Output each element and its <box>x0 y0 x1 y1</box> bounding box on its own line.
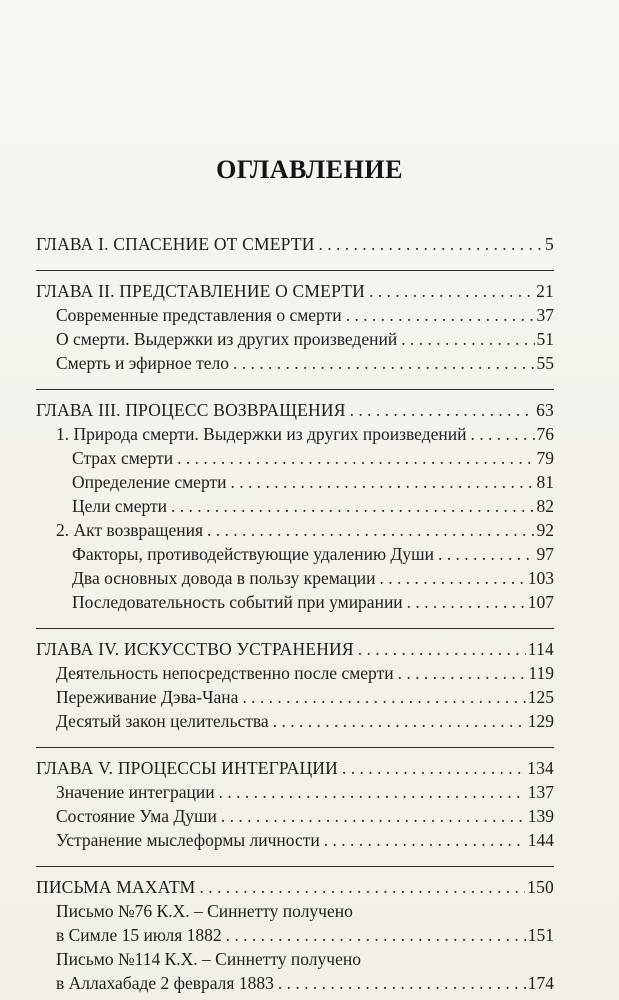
page-number: 79 <box>536 448 554 468</box>
page-number: 129 <box>527 711 554 731</box>
show-through-text <box>392 114 592 136</box>
toc-entry[interactable] <box>36 685 554 709</box>
toc-entry-label: Современные представления о смерти <box>56 305 342 325</box>
toc-entry[interactable] <box>36 780 554 804</box>
dot-leader <box>324 828 526 852</box>
toc-entry-label: 1. Природа смерти. Выдержки из других произведений <box>56 424 467 444</box>
page-number: 137 <box>527 782 554 802</box>
page-number: 134 <box>527 758 554 778</box>
page-number: 139 <box>527 806 554 826</box>
toc-entry-label: Страх смерти <box>72 448 174 468</box>
toc-entry[interactable] <box>36 446 554 470</box>
toc-entry-label: 2. Акт возвращения <box>56 520 204 540</box>
toc-chapter[interactable] <box>36 232 554 256</box>
dot-leader <box>242 685 525 709</box>
toc-chapter[interactable] <box>36 637 554 661</box>
toc-chapter-label: ПИСЬМА МАХАТМ <box>36 877 196 897</box>
toc-entry-label: Переживание Дэва-Чана <box>56 687 239 707</box>
toc-entry-label: Смерть и эфирное тело <box>56 353 230 373</box>
dot-leader <box>401 327 534 351</box>
toc-entry[interactable] <box>36 899 554 923</box>
page-number: 82 <box>536 496 554 516</box>
toc-entry-label: Состояние Ума Души <box>56 806 217 826</box>
dot-leader <box>219 780 526 804</box>
toc-entry-label: Цели смерти <box>72 496 168 516</box>
toc-chapter-label: ГЛАВА III. ПРОЦЕСС ВОЗВРАЩЕНИЯ <box>36 400 346 420</box>
toc-entry-label: в Симле 15 июля 1882 <box>56 925 222 945</box>
page-number: 150 <box>527 877 554 897</box>
page-number: 174 <box>527 973 554 993</box>
toc-entry[interactable] <box>36 947 554 971</box>
toc-entry-label: Устранение мыслеформы личности <box>56 830 320 850</box>
dot-leader <box>342 756 525 780</box>
page-number: 63 <box>536 400 554 420</box>
toc-chapter[interactable] <box>36 279 554 303</box>
table-of-contents <box>36 232 554 995</box>
toc-chapter[interactable] <box>36 398 554 422</box>
toc-entry[interactable] <box>36 709 554 733</box>
toc-entry-label: О смерти. Выдержки из других произведений <box>56 329 398 349</box>
dot-leader <box>221 804 526 828</box>
page-number: 92 <box>536 520 554 540</box>
toc-chapter-label: ГЛАВА IV. ИСКУССТВО УСТРАНЕНИЯ <box>36 639 354 659</box>
page-number: 37 <box>536 305 554 325</box>
toc-entry[interactable] <box>36 804 554 828</box>
dot-leader <box>233 351 534 375</box>
page-number: 76 <box>536 424 554 444</box>
page-number: 81 <box>536 472 554 492</box>
toc-chapter-label: ГЛАВА V. ПРОЦЕССЫ ИНТЕГРАЦИИ <box>36 758 338 778</box>
show-through-text <box>404 183 594 203</box>
toc-entry[interactable] <box>36 303 554 327</box>
toc-chapter[interactable] <box>36 756 554 780</box>
page-title: ОГЛАВЛЕНИЕ <box>216 155 403 184</box>
dot-leader <box>380 566 526 590</box>
page-number: 51 <box>536 329 554 349</box>
page-number: 151 <box>527 925 554 945</box>
toc-entry-label: Последовательность событий при умирании <box>72 592 403 612</box>
toc-entry-label: Факторы, противодействующие удалению Души <box>72 544 434 564</box>
page-number: 55 <box>536 353 554 373</box>
dot-leader <box>369 279 534 303</box>
dot-leader <box>230 470 534 494</box>
toc-entry[interactable] <box>36 518 554 542</box>
dot-leader <box>199 875 525 899</box>
page-number: 5 <box>545 234 554 254</box>
page-number: 125 <box>527 687 554 707</box>
toc-chapter-label: ГЛАВА II. ПРЕДСТАВЛЕНИЕ О СМЕРТИ <box>36 281 365 301</box>
toc-chapter-label: ГЛАВА I. СПАСЕНИЕ ОТ СМЕРТИ <box>36 234 315 254</box>
toc-entry-label: Значение интеграции <box>56 782 215 802</box>
toc-entry[interactable] <box>36 971 554 995</box>
dot-leader <box>358 637 526 661</box>
dot-leader <box>273 709 526 733</box>
page-number: 144 <box>527 830 554 850</box>
toc-chapter[interactable] <box>36 875 554 899</box>
page-number: 103 <box>527 568 554 588</box>
toc-entry[interactable] <box>36 470 554 494</box>
show-through-text <box>316 211 596 229</box>
toc-entry[interactable] <box>36 351 554 375</box>
dot-leader <box>438 542 535 566</box>
toc-entry[interactable] <box>36 566 554 590</box>
dot-leader <box>207 518 534 542</box>
toc-entry[interactable] <box>36 661 554 685</box>
toc-entry[interactable] <box>36 828 554 852</box>
dot-leader <box>278 971 526 995</box>
dot-leader <box>226 923 526 947</box>
toc-entry-label: Два основных довода в пользу кремации <box>72 568 376 588</box>
toc-entry[interactable] <box>36 542 554 566</box>
dot-leader <box>346 303 535 327</box>
dot-leader <box>470 422 534 446</box>
toc-entry-label: Определение смерти <box>72 472 227 492</box>
page-number: 107 <box>527 592 554 612</box>
toc-entry-label: Письмо №114 К.Х. – Синнетту получено <box>56 949 361 969</box>
toc-entry-label: Деятельность непосредственно после смерти <box>56 663 394 683</box>
dot-leader <box>319 232 544 256</box>
toc-entry[interactable] <box>36 422 554 446</box>
page-number: 119 <box>528 663 554 683</box>
toc-entry[interactable] <box>36 494 554 518</box>
page-number: 97 <box>536 544 554 564</box>
toc-entry-label: Десятый закон целительства <box>56 711 269 731</box>
toc-entry-label: Письмо №76 К.Х. – Синнетту получено <box>56 901 353 921</box>
dot-leader <box>177 446 534 470</box>
toc-entry-label: в Аллахабаде 2 февраля 1883 <box>56 973 274 993</box>
dot-leader <box>398 661 527 685</box>
dot-leader <box>350 398 535 422</box>
dot-leader <box>407 590 526 614</box>
toc-entry[interactable] <box>36 327 554 351</box>
toc-entry[interactable] <box>36 923 554 947</box>
page-number: 114 <box>527 639 554 659</box>
dot-leader <box>171 494 534 518</box>
page-number: 21 <box>536 281 554 301</box>
toc-entry[interactable] <box>36 590 554 614</box>
